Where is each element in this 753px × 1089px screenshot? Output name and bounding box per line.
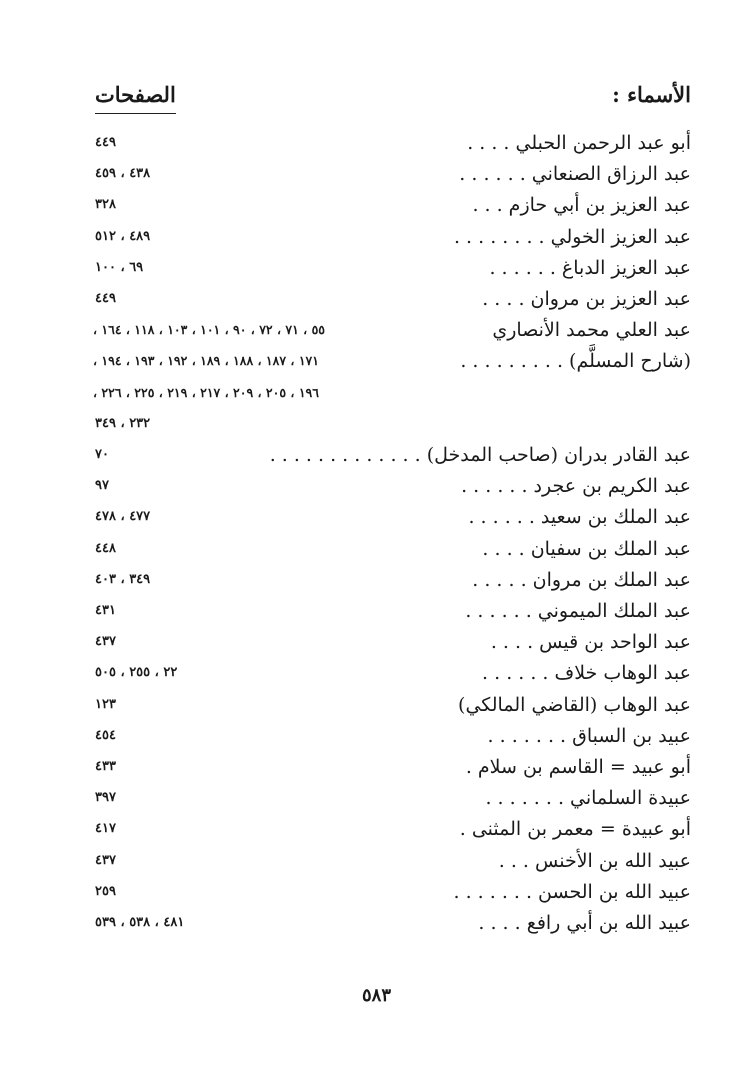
index-row <box>0 658 753 689</box>
index-row <box>0 783 753 814</box>
entry-name: عبد العزيز بن أبي حازم . . . <box>472 194 691 216</box>
entry-pages: ٤٣٨ ، ٤٥٩ <box>95 166 151 181</box>
entry-pages: ٤٨١ ، ٥٣٨ ، ٥٣٩ <box>95 915 185 930</box>
index-row <box>0 128 753 159</box>
index-row <box>0 565 753 596</box>
index-row <box>0 409 753 440</box>
entry-pages: ٥٥ ، ٧١ ، ٧٢ ، ٩٠ ، ١٠١ ، ١٠٣ ، ١١٨ ، ١٦٤ ، <box>93 322 326 337</box>
entry-name: عبيد الله بن الأخنس . . . <box>498 850 691 872</box>
entry-name: عبيد بن السباق . . . . . . . <box>487 725 691 747</box>
entry-name: عبيدة السلماني . . . . . . . <box>485 787 691 809</box>
entry-pages: ٢٢ ، ٢٥٥ ، ٥٠٥ <box>95 665 178 680</box>
entry-name: عبد الوهاب خلاف . . . . . . <box>482 662 691 684</box>
entry-pages: ٦٩ ، ١٠٠ <box>95 260 144 275</box>
entry-pages: ٣٢٨ <box>95 197 116 212</box>
index-row <box>0 877 753 908</box>
index-row <box>0 222 753 253</box>
index-row <box>0 346 753 377</box>
entry-pages: ٤٤٩ <box>95 291 116 306</box>
index-row <box>0 721 753 752</box>
page-number: ٥٨٣ <box>361 985 391 1006</box>
entry-name: (شارح المسلَّم) . . . . . . . . . <box>460 350 691 372</box>
entry-pages: ٤١٧ <box>95 821 116 836</box>
entry-name: أبو عبيد = القاسم بن سلام . <box>465 756 691 778</box>
entry-name: عبيد الله بن الحسن . . . . . . . <box>453 881 691 903</box>
index-row <box>0 627 753 658</box>
index-row <box>0 846 753 877</box>
index-row <box>0 190 753 221</box>
entry-name: عبد الوهاب (القاضي المالكي) <box>458 694 691 716</box>
index-row <box>0 908 753 939</box>
entry-name: عبد الملك بن مروان . . . . . <box>472 569 691 591</box>
index-row <box>0 534 753 565</box>
entry-name: عبد الكريم بن عجرد . . . . . . <box>461 475 691 497</box>
index-row <box>0 284 753 315</box>
index-row <box>0 752 753 783</box>
index-row <box>0 596 753 627</box>
index-row <box>0 378 753 409</box>
entry-pages: ٤٣٧ <box>95 634 116 649</box>
index-row <box>0 315 753 346</box>
entry-pages: ١٢٣ <box>95 697 116 712</box>
entry-name: عبد الملك بن سفيان . . . . <box>482 538 691 560</box>
entry-pages: ٤٥٤ <box>95 728 116 743</box>
index-row <box>0 814 753 845</box>
entry-pages: ٤٧٧ ، ٤٧٨ <box>95 509 151 524</box>
index-row <box>0 471 753 502</box>
entry-name: عبيد الله بن أبي رافع . . . . <box>478 912 691 934</box>
entry-name: أبو عبيدة = معمر بن المثنى . <box>459 818 691 840</box>
entry-name: عبد الواحد بن قيس . . . . <box>490 631 691 653</box>
index-row <box>0 502 753 533</box>
entry-pages: ١٧١ ، ١٨٧ ، ١٨٨ ، ١٨٩ ، ١٩٢ ، ١٩٣ ، ١٩٤ ، <box>93 353 319 368</box>
entry-name: عبد الرزاق الصنعاني . . . . . . <box>459 163 691 185</box>
entry-pages: ٧٠ <box>95 447 109 462</box>
entry-pages: ٢٥٩ <box>95 884 116 899</box>
entry-pages: ٣٤٩ ، ٤٠٣ <box>95 572 151 587</box>
entry-name: عبد العزيز بن مروان . . . . <box>482 288 691 310</box>
pages-column-title: الصفحات <box>95 80 176 110</box>
entry-pages: ٣٩٧ <box>95 790 116 805</box>
entry-pages: ٩٧ <box>95 478 109 493</box>
entry-pages: ٤٣٧ <box>95 853 116 868</box>
entry-name: عبد العزيز الدباغ . . . . . . <box>489 257 691 279</box>
entry-name: عبد العزيز الخولي . . . . . . . . <box>453 226 691 248</box>
entry-pages: ٢٣٢ ، ٣٤٩ <box>95 416 151 431</box>
entry-pages: ٤٣١ <box>95 603 116 618</box>
entry-pages: ٤٤٩ <box>95 135 116 150</box>
index-row <box>0 440 753 471</box>
entry-pages: ٤٤٨ <box>95 541 116 556</box>
entry-pages: ٤٨٩ ، ٥١٢ <box>95 229 151 244</box>
index-row <box>0 253 753 284</box>
entry-name: عبد الملك الميموني . . . . . . <box>465 600 691 622</box>
index-row <box>0 159 753 190</box>
entry-pages: ٤٣٣ <box>95 759 116 774</box>
entry-pages: ١٩٦ ، ٢٠٥ ، ٢٠٩ ، ٢١٧ ، ٢١٩ ، ٢٢٥ ، ٢٢٦ ، <box>93 385 319 400</box>
index-row <box>0 690 753 721</box>
entry-name: عبد العلي محمد الأنصاري <box>492 319 691 341</box>
entry-name: أبو عبد الرحمن الحبلي . . . . <box>467 132 691 154</box>
entry-name: عبد القادر بدران (صاحب المدخل) . . . . . . . . . . . . . <box>269 444 691 466</box>
entry-name: عبد الملك بن سعيد . . . . . . <box>468 506 691 528</box>
names-column-title: الأسماء : <box>612 82 691 107</box>
